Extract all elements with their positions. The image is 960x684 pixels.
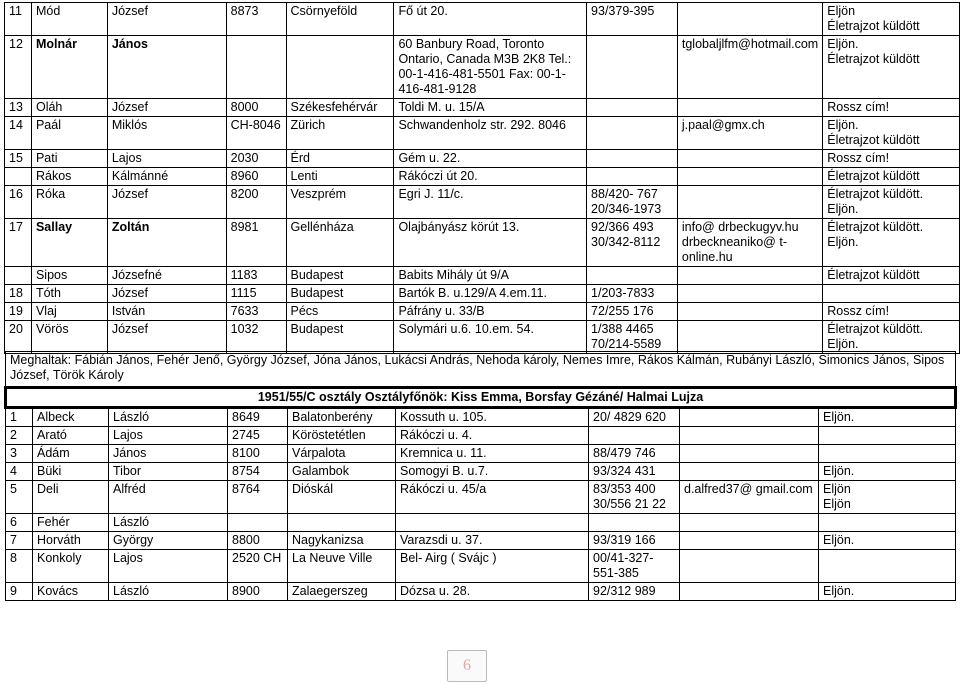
table-row — [5, 117, 960, 150]
cell-email — [677, 321, 822, 354]
cell-street: Dózsa u. 28. — [396, 583, 589, 601]
cell-n: 16 — [5, 186, 32, 219]
cell-n: 2 — [6, 427, 33, 445]
class-header: 1951/55/C osztály Osztályfőnök: Kiss Emma, Borsfay Gézáné/ Halmai Lujza — [6, 388, 956, 408]
table-row — [5, 36, 960, 99]
cell-status: Eljön Életrajzot küldött — [823, 3, 960, 36]
cell-street — [396, 514, 589, 532]
cell-status: Eljön. Életrajzot küldött — [823, 36, 960, 99]
cell-email — [677, 150, 822, 168]
cell-first: Tibor — [109, 463, 228, 481]
cell-city: Budapest — [286, 285, 394, 303]
cell-last: Deli — [33, 481, 109, 514]
cell-last: Ádám — [33, 445, 109, 463]
table-row — [5, 168, 960, 186]
deceased-note: Meghaltak: Fábián János, Fehér Jenő, György József, Jóna János, Lukácsi András, Nehoda károly, Nemes Imre, Rákos Kálmán, Rubányi László, Simonics János, Sipos József, Török Károly — [6, 352, 956, 388]
cell-n: 6 — [6, 514, 33, 532]
cell-n: 12 — [5, 36, 32, 99]
table-row — [6, 427, 956, 445]
cell-status — [819, 445, 956, 463]
cell-email — [680, 445, 819, 463]
cell-phone: 93/319 166 — [589, 532, 680, 550]
cell-first: Kálmánné — [107, 168, 226, 186]
cell-last: Sipos — [31, 267, 107, 285]
cell-email — [677, 285, 822, 303]
cell-last: Róka — [31, 186, 107, 219]
cell-phone: 20/ 4829 620 — [589, 408, 680, 427]
table-row — [5, 99, 960, 117]
cell-street: Olajbányász körút 13. — [394, 219, 587, 267]
cell-last: Vlaj — [31, 303, 107, 321]
cell-status: Rossz cím! — [823, 303, 960, 321]
cell-phone: 88/479 746 — [589, 445, 680, 463]
cell-email — [680, 408, 819, 427]
cell-first: Miklós — [107, 117, 226, 150]
cell-city: Gellénháza — [286, 219, 394, 267]
cell-zip: 8981 — [226, 219, 286, 267]
cell-last: Oláh — [31, 99, 107, 117]
cell-phone — [589, 514, 680, 532]
cell-last: Arató — [33, 427, 109, 445]
cell-n: 15 — [5, 150, 32, 168]
cell-status: Eljön. — [819, 408, 956, 427]
cell-zip — [226, 36, 286, 99]
cell-status: Életrajzot küldött — [823, 168, 960, 186]
cell-street: 60 Banbury Road, Toronto Ontario, Canada M3B 2K8 Tel.: 00-1-416-481-5501 Fax: 00-1-416-481-9128 — [394, 36, 587, 99]
cell-first: János — [107, 36, 226, 99]
cell-status: Rossz cím! — [823, 99, 960, 117]
cell-email — [680, 532, 819, 550]
cell-status — [819, 427, 956, 445]
cell-first: József — [107, 321, 226, 354]
cell-status — [819, 550, 956, 583]
cell-zip: 8100 — [228, 445, 288, 463]
cell-n: 17 — [5, 219, 32, 267]
cell-last: Molnár — [31, 36, 107, 99]
cell-email: tglobaljlfm@hotmail.com — [677, 36, 822, 99]
cell-city: Pécs — [286, 303, 394, 321]
cell-zip: CH-8046 — [226, 117, 286, 150]
cell-last: Rákos — [31, 168, 107, 186]
cell-last: Konkoly — [33, 550, 109, 583]
table-row — [5, 186, 960, 219]
page-number: 6 — [447, 650, 487, 682]
cell-n: 3 — [6, 445, 33, 463]
cell-first: László — [109, 408, 228, 427]
cell-phone: 93/379-395 — [587, 3, 678, 36]
cell-zip: 8873 — [226, 3, 286, 36]
cell-phone: 92/366 493 30/342-8112 — [587, 219, 678, 267]
cell-email: j.paal@gmx.ch — [677, 117, 822, 150]
cell-last: Pati — [31, 150, 107, 168]
cell-city: La Neuve Ville — [288, 550, 396, 583]
cell-status: Életrajzot küldött — [823, 267, 960, 285]
cell-last: Kovács — [33, 583, 109, 601]
table-row — [6, 514, 956, 532]
table-row — [6, 532, 956, 550]
cell-zip: 2520 CH — [228, 550, 288, 583]
cell-phone — [587, 117, 678, 150]
cell-status: Életrajzot küldött. Eljön. — [823, 321, 960, 354]
cell-email — [677, 3, 822, 36]
cell-phone: 83/353 400 30/556 21 22 — [589, 481, 680, 514]
cell-phone: 1/388 4465 70/214-5589 — [587, 321, 678, 354]
deceased-row — [6, 352, 956, 388]
cell-zip: 8764 — [228, 481, 288, 514]
table-row — [5, 219, 960, 267]
cell-n: 9 — [6, 583, 33, 601]
cell-email — [680, 514, 819, 532]
cell-street: Rákóczi u. 4. — [396, 427, 589, 445]
cell-last: Albeck — [33, 408, 109, 427]
cell-city: Székesfehérvár — [286, 99, 394, 117]
cell-status: Életrajzot küldött. Eljön. — [823, 186, 960, 219]
cell-zip: 8000 — [226, 99, 286, 117]
cell-zip: 1115 — [226, 285, 286, 303]
cell-n: 14 — [5, 117, 32, 150]
cell-email: info@ drbeckugyv.hu drbeckneaniko@ t-online.hu — [677, 219, 822, 267]
cell-phone — [589, 427, 680, 445]
cell-phone — [587, 150, 678, 168]
cell-phone — [587, 267, 678, 285]
cell-city: Várpalota — [288, 445, 396, 463]
cell-status: Eljön. Életrajzot küldött — [823, 117, 960, 150]
cell-last: Paál — [31, 117, 107, 150]
cell-city — [286, 36, 394, 99]
cell-zip: 2745 — [228, 427, 288, 445]
cell-status — [819, 514, 956, 532]
table-row — [6, 445, 956, 463]
cell-phone: 88/420- 767 20/346-1973 — [587, 186, 678, 219]
cell-first: József — [107, 99, 226, 117]
cell-street: Kremnica u. 11. — [396, 445, 589, 463]
cell-email — [677, 267, 822, 285]
cell-n: 4 — [6, 463, 33, 481]
cell-first: József — [107, 285, 226, 303]
cell-n — [5, 267, 32, 285]
cell-n: 13 — [5, 99, 32, 117]
cell-phone — [587, 36, 678, 99]
cell-last: Büki — [33, 463, 109, 481]
cell-city: Nagykanizsa — [288, 532, 396, 550]
cell-street: Fő út 20. — [394, 3, 587, 36]
table-row — [5, 3, 960, 36]
cell-email — [677, 186, 822, 219]
cell-status: Eljön. — [819, 463, 956, 481]
cell-first: Lajos — [107, 150, 226, 168]
cell-email — [680, 550, 819, 583]
table-row — [6, 408, 956, 427]
cell-first: Lajos — [109, 427, 228, 445]
cell-first: Lajos — [109, 550, 228, 583]
cell-email: d.alfred37@ gmail.com — [680, 481, 819, 514]
class-header-row — [6, 388, 956, 408]
cell-city: Zürich — [286, 117, 394, 150]
cell-street: Gém u. 22. — [394, 150, 587, 168]
cell-street: Toldi M. u. 15/A — [394, 99, 587, 117]
cell-city: Zalaegerszeg — [288, 583, 396, 601]
cell-zip: 1032 — [226, 321, 286, 354]
cell-city: Köröstetétlen — [288, 427, 396, 445]
cell-last: Vörös — [31, 321, 107, 354]
table-row — [5, 303, 960, 321]
cell-zip: 8754 — [228, 463, 288, 481]
cell-street: Bartók B. u.129/A 4.em.11. — [394, 285, 587, 303]
cell-street: Rákóczi út 20. — [394, 168, 587, 186]
cell-first: Zoltán — [107, 219, 226, 267]
cell-first: László — [109, 583, 228, 601]
cell-zip: 2030 — [226, 150, 286, 168]
cell-zip: 8200 — [226, 186, 286, 219]
cell-zip: 1183 — [226, 267, 286, 285]
cell-phone: 1/203-7833 — [587, 285, 678, 303]
cell-phone — [587, 99, 678, 117]
cell-street: Egri J. 11/c. — [394, 186, 587, 219]
cell-email — [677, 168, 822, 186]
cell-n: 19 — [5, 303, 32, 321]
cell-first: Józsefné — [107, 267, 226, 285]
cell-zip: 8900 — [228, 583, 288, 601]
cell-city: Galambok — [288, 463, 396, 481]
cell-city — [288, 514, 396, 532]
cell-first: László — [109, 514, 228, 532]
cell-city: Lenti — [286, 168, 394, 186]
cell-street: Rákóczi u. 45/a — [396, 481, 589, 514]
cell-phone: 72/255 176 — [587, 303, 678, 321]
table-row — [5, 321, 960, 354]
cell-first: József — [107, 3, 226, 36]
cell-status: Eljön Eljön — [819, 481, 956, 514]
cell-status: Életrajzot küldött. Eljön. — [823, 219, 960, 267]
cell-n: 18 — [5, 285, 32, 303]
cell-zip: 8960 — [226, 168, 286, 186]
cell-n: 20 — [5, 321, 32, 354]
cell-street: Kossuth u. 105. — [396, 408, 589, 427]
table-row — [6, 481, 956, 514]
cell-email — [680, 463, 819, 481]
cell-n: 8 — [6, 550, 33, 583]
cell-status: Eljön. — [819, 532, 956, 550]
cell-city: Veszprém — [286, 186, 394, 219]
cell-last: Mód — [31, 3, 107, 36]
table-row — [5, 150, 960, 168]
cell-street: Varazsdi u. 37. — [396, 532, 589, 550]
cell-street: Solymári u.6. 10.em. 54. — [394, 321, 587, 354]
cell-street: Páfrány u. 33/B — [394, 303, 587, 321]
cell-city: Balatonberény — [288, 408, 396, 427]
cell-n: 11 — [5, 3, 32, 36]
table-row — [6, 550, 956, 583]
cell-zip — [228, 514, 288, 532]
cell-email — [680, 583, 819, 601]
cell-first: György — [109, 532, 228, 550]
cell-city: Budapest — [286, 321, 394, 354]
cell-city: Érd — [286, 150, 394, 168]
upper-table — [4, 2, 960, 354]
table-row — [5, 285, 960, 303]
cell-phone: 93/324 431 — [589, 463, 680, 481]
cell-n — [5, 168, 32, 186]
cell-n: 7 — [6, 532, 33, 550]
table-row — [5, 267, 960, 285]
cell-street: Babits Mihály út 9/A — [394, 267, 587, 285]
cell-zip: 7633 — [226, 303, 286, 321]
cell-last: Sallay — [31, 219, 107, 267]
table-row — [6, 583, 956, 601]
cell-n: 5 — [6, 481, 33, 514]
cell-street: Somogyi B. u.7. — [396, 463, 589, 481]
cell-street: Bel- Airg ( Svájc ) — [396, 550, 589, 583]
cell-zip: 8800 — [228, 532, 288, 550]
cell-first: Alfréd — [109, 481, 228, 514]
cell-first: József — [107, 186, 226, 219]
cell-last: Horváth — [33, 532, 109, 550]
cell-street: Schwandenholz str. 292. 8046 — [394, 117, 587, 150]
cell-status — [823, 285, 960, 303]
cell-city: Budapest — [286, 267, 394, 285]
cell-status: Rossz cím! — [823, 150, 960, 168]
cell-city: Csörnyeföld — [286, 3, 394, 36]
lower-table — [4, 351, 957, 601]
cell-phone: 00/41-327-551-385 — [589, 550, 680, 583]
cell-status: Eljön. — [819, 583, 956, 601]
cell-phone: 92/312 989 — [589, 583, 680, 601]
cell-first: János — [109, 445, 228, 463]
cell-n: 1 — [6, 408, 33, 427]
cell-email — [677, 303, 822, 321]
cell-last: Tóth — [31, 285, 107, 303]
cell-email — [677, 99, 822, 117]
cell-email — [680, 427, 819, 445]
cell-first: István — [107, 303, 226, 321]
cell-city: Dióskál — [288, 481, 396, 514]
cell-phone — [587, 168, 678, 186]
cell-last: Fehér — [33, 514, 109, 532]
cell-zip: 8649 — [228, 408, 288, 427]
table-row — [6, 463, 956, 481]
